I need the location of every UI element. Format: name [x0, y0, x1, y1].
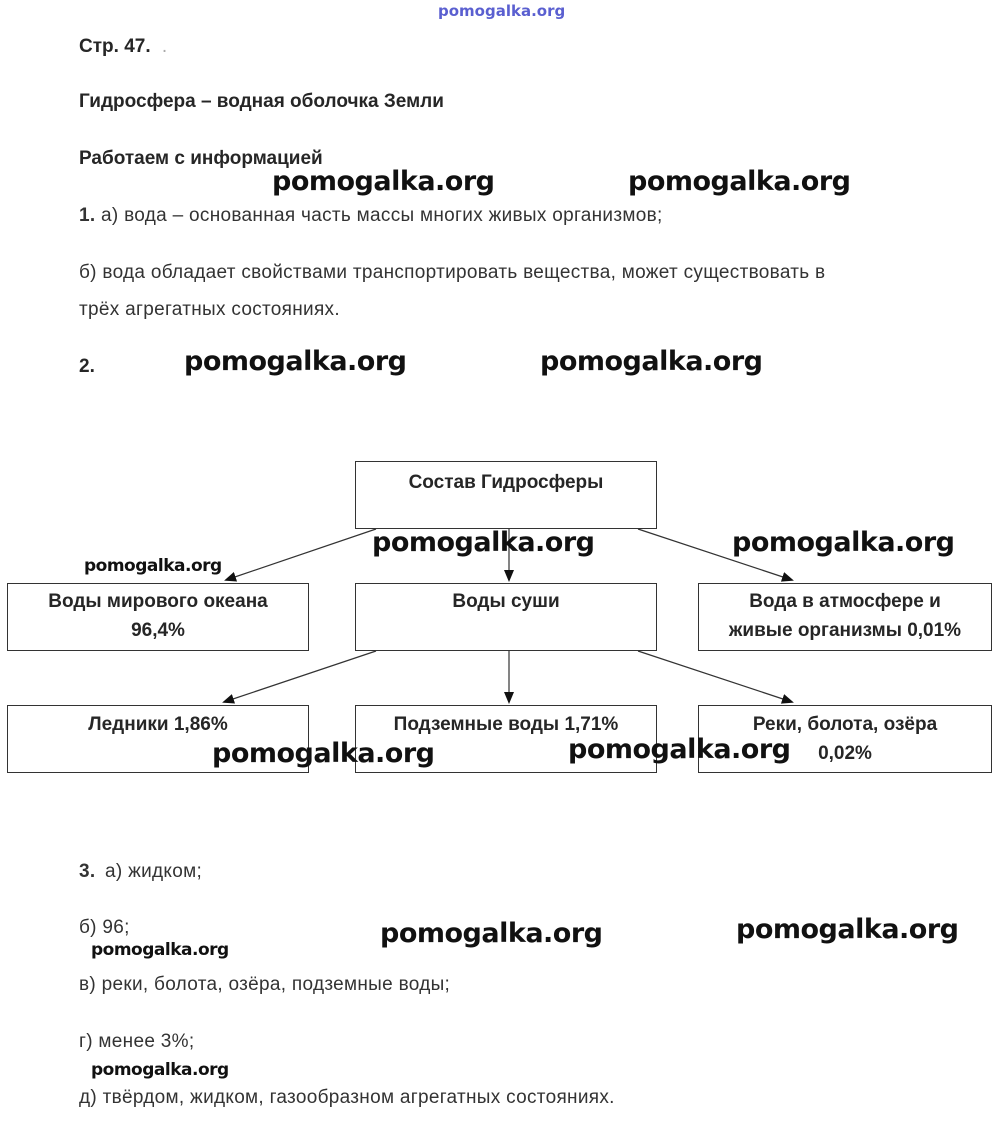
- page-number-mark: .: [161, 36, 168, 57]
- task3-answer-b: б) 96;: [79, 917, 130, 938]
- section-title: Работаем с информацией: [79, 148, 323, 169]
- page-number-text: Стр. 47.: [79, 36, 151, 57]
- watermark: pomogalka.org: [84, 556, 222, 576]
- diagram-glaciers-label: Ледники 1,86%: [88, 714, 228, 735]
- diagram-land-label: Воды суши: [452, 591, 560, 612]
- task2-number: 2.: [79, 356, 95, 377]
- watermark: pomogalka.org: [91, 1060, 229, 1080]
- task1-a-text: а) вода – основанная часть массы многих живых организмов;: [101, 205, 663, 226]
- watermark: pomogalka.org: [540, 346, 763, 377]
- watermark: pomogalka.org: [628, 166, 851, 197]
- watermark: pomogalka.org: [380, 918, 603, 949]
- diagram-box-root: [355, 461, 657, 529]
- page-title: Гидросфера – водная оболочка Земли: [79, 91, 444, 112]
- task1-answer-b-line1: б) вода обладает свойствами транспортировать вещества, может существовать в: [79, 262, 826, 283]
- watermark-top: pomogalka.org: [438, 2, 566, 20]
- arrow-root-to-ocean: [226, 529, 376, 580]
- diagram-atmosphere-line1: Вода в атмосфере и: [749, 591, 941, 612]
- task3-answer-e: д) твёрдом, жидком, газообразном агрегатных состояниях.: [79, 1087, 615, 1108]
- watermark: pomogalka.org: [184, 346, 407, 377]
- watermark: pomogalka.org: [212, 738, 435, 769]
- diagram-root-label: Состав Гидросферы: [408, 472, 604, 493]
- task3-answer-c: в) реки, болота, озёра, подземные воды;: [79, 974, 451, 995]
- arrow-land-to-rivers: [638, 651, 792, 702]
- diagram-groundwater-label: Подземные воды 1,71%: [393, 714, 619, 735]
- diagram-box-land: [355, 583, 657, 651]
- arrow-land-to-glaciers: [224, 651, 376, 702]
- diagram-ocean-label: Воды мирового океана: [48, 591, 268, 612]
- task1-answer-b-line2: трёх агрегатных состояниях.: [79, 299, 340, 320]
- watermark: pomogalka.org: [732, 527, 955, 558]
- watermark: pomogalka.org: [91, 940, 229, 960]
- task3-a-text: а) жидком;: [105, 861, 203, 882]
- watermark: pomogalka.org: [736, 914, 959, 945]
- task3-answer-d: г) менее 3%;: [79, 1031, 195, 1052]
- task3-number: 3.: [79, 861, 96, 882]
- diagram-box-atmosphere: [698, 583, 992, 651]
- watermark: pomogalka.org: [372, 527, 595, 558]
- task1-number: 1.: [79, 205, 96, 226]
- watermark: pomogalka.org: [568, 734, 791, 765]
- diagram-atmosphere-line2: живые организмы 0,01%: [728, 620, 962, 641]
- watermark: pomogalka.org: [272, 166, 495, 197]
- diagram-rivers-line1: Реки, болота, озёра: [752, 714, 938, 735]
- task3-answer-a: [79, 861, 202, 883]
- diagram-box-ocean: [7, 583, 309, 651]
- diagram-rivers-line2: 0,02%: [818, 743, 872, 764]
- diagram-ocean-value: 96,4%: [131, 620, 185, 641]
